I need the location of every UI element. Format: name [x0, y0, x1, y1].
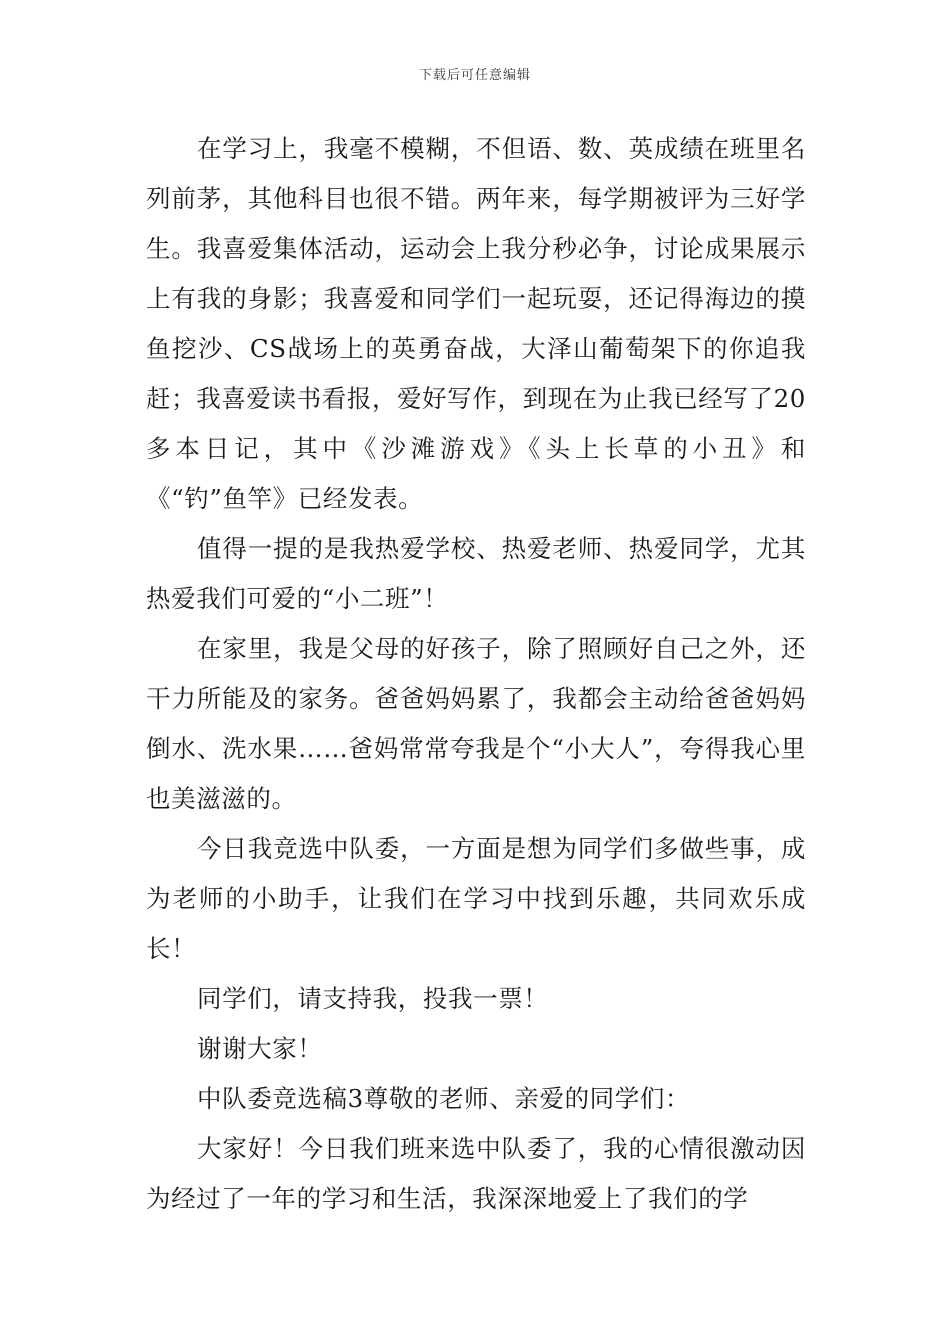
paragraph-thanks: 谢谢大家！: [197, 1034, 323, 1063]
paragraph-greeting: 大家好！今日我们班来选中队委了，我的心情很激动因为经过了一年的学习和生活，我深深地爱上了我们的学: [146, 1134, 806, 1213]
paragraph-vote-request: 同学们，请支持我，投我一票！: [197, 984, 549, 1013]
paragraph-campaign: 今日我竞选中队委，一方面是想为同学们多做些事，成为老师的小助手，让我们在学习中找到乐趣，共同欢乐成长！: [146, 834, 806, 963]
paragraph-speech-3-title: 中队委竞选稿3尊敬的老师、亲爱的同学们：: [197, 1084, 691, 1113]
paragraph-love-class: 值得一提的是我热爱学校、热爱老师、热爱同学，尤其热爱我们可爱的“小二班”！: [146, 534, 806, 613]
document-body: [146, 124, 806, 1224]
paragraph-study: 在学习上，我毫不模糊，不但语、数、英成绩在班里名列前茅，其他科目也很不错。两年来，每学期被评为三好学生。我喜爱集体活动，运动会上我分秒必争，讨论成果展示上有我的身影；我喜爱和同学们一起玩耍，还记得海边的摸鱼挖沙、CS战场上的英勇奋战，大泽山葡萄架下的你追我赶；我喜爱读书看报，爱好写作，到现在为止我已经写了20多本日记，其中《沙滩游戏》《头上长草的小丑》和《“钓”鱼竿》已经发表。: [146, 134, 806, 513]
header-note: 下载后可任意编辑: [418, 68, 531, 83]
paragraph-home: 在家里，我是父母的好孩子，除了照顾好自己之外，还干力所能及的家务。爸爸妈妈累了，我都会主动给爸爸妈妈倒水、洗水果……爸妈常常夸我是个“小大人”，夸得我心里也美滋滋的。: [146, 634, 806, 813]
